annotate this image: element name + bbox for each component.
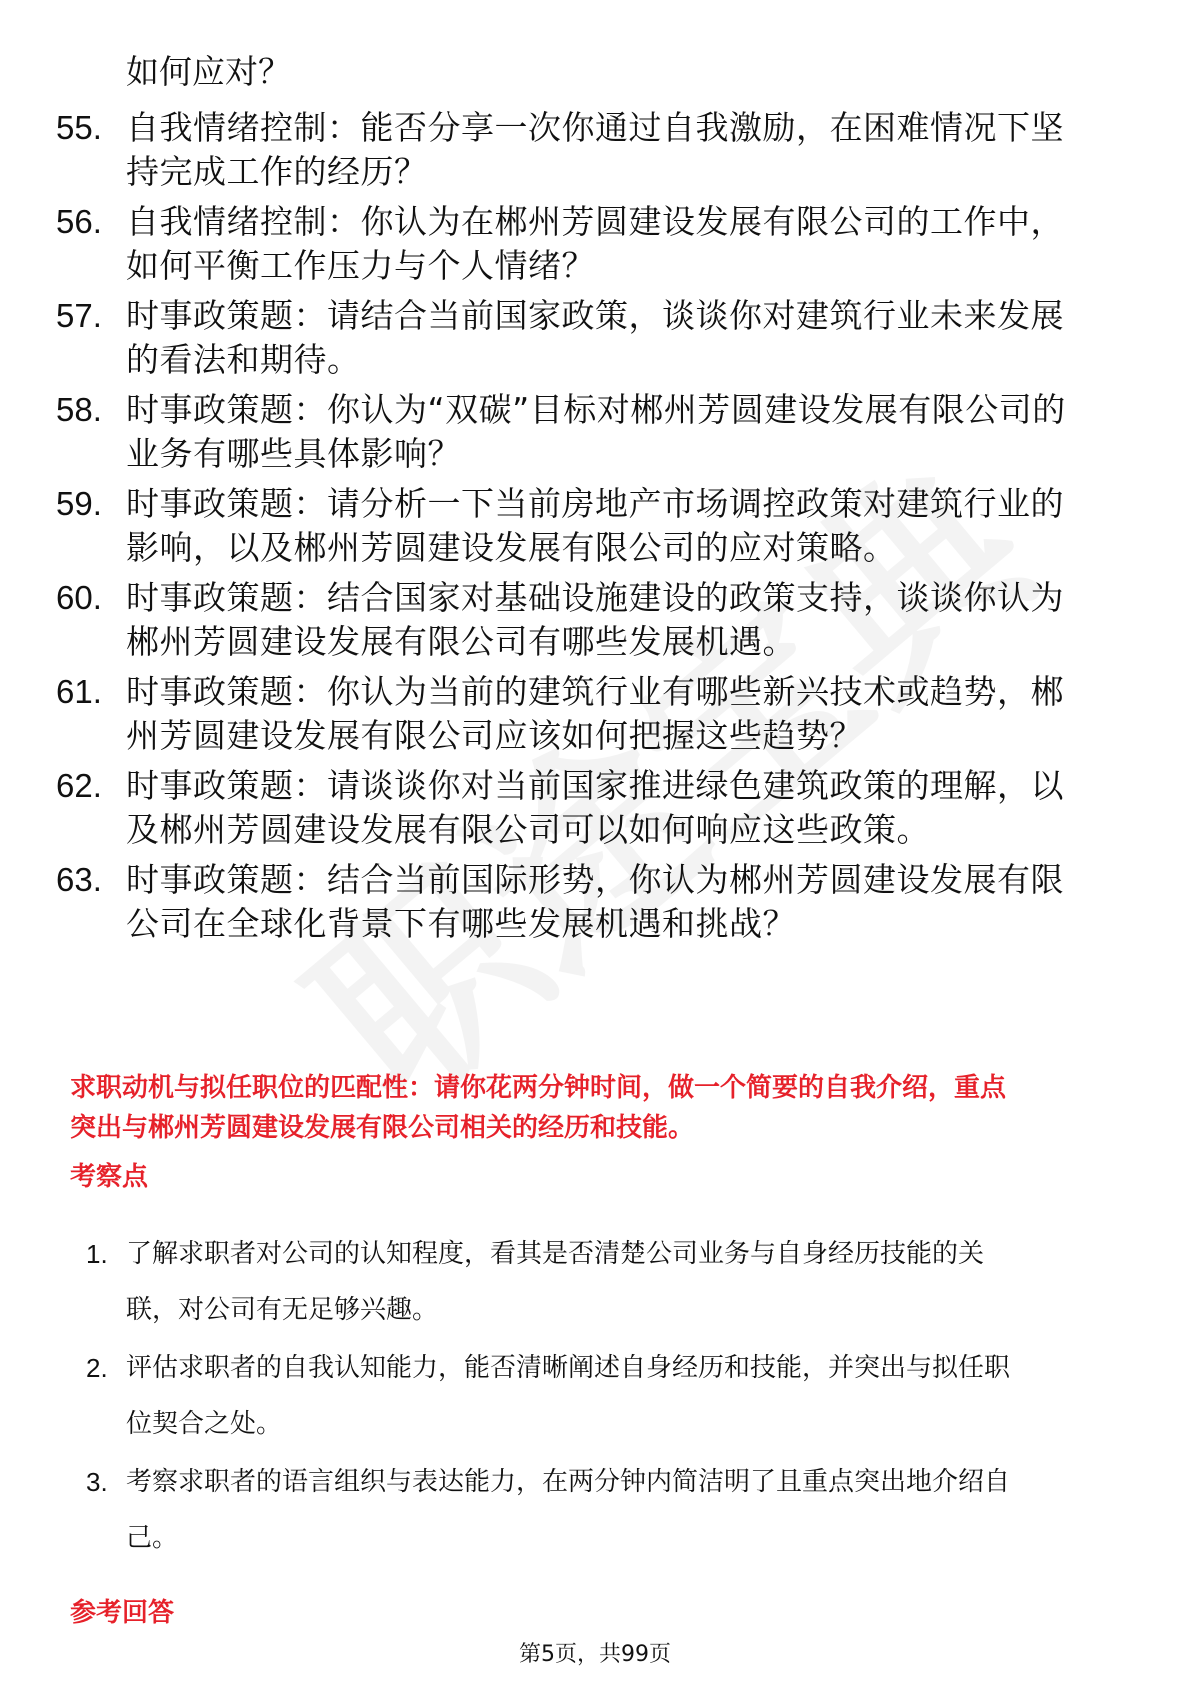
question-text: 自我情绪控制：你认为在郴州芳圆建设发展有限公司的工作中， 如何平衡工作压力与个人情绪？ [126, 202, 1064, 285]
point-number: 1. [86, 1239, 108, 1269]
highlight-question: 求职动机与拟任职位的匹配性：请你花两分钟时间，做一个简要的自我介绍，重点 突出与郴州芳圆建设发展有限公司相关的经历和技能。 [70, 1073, 1007, 1143]
question-text: 时事政策题：结合当前国际形势，你认为郴州芳圆建设发展有限 公司在全球化背景下有哪些发展机遇和挑战？ [126, 860, 1064, 943]
question-number: 61. [56, 673, 102, 710]
question-text: 时事政策题：你认为“双碳”目标对郴州芳圆建设发展有限公司的 业务有哪些具体影响？ [126, 390, 1066, 473]
question-number: 58. [56, 391, 102, 428]
reference-answer-label: 参考回答 [70, 1598, 175, 1628]
question-number: 56. [56, 203, 102, 240]
question-number: 62. [56, 767, 102, 804]
question-text: 时事政策题：结合国家对基础设施建设的政策支持，谈谈你认为 郴州芳圆建设发展有限公司有哪些发展机遇。 [126, 578, 1064, 661]
question-text: 时事政策题：你认为当前的建筑行业有哪些新兴技术或趋势，郴 州芳圆建设发展有限公司应该如何把握这些趋势？ [126, 672, 1064, 755]
point-text: 评估求职者的自我认知能力，能否清晰阐述自身经历和技能，并突出与拟任职 位契合之处。 [126, 1353, 1011, 1439]
point-number: 3. [86, 1467, 108, 1497]
question-number: 55. [56, 109, 102, 146]
question-number: 63. [56, 861, 102, 898]
question-number: 60. [56, 579, 102, 616]
assessment-label: 考察点 [70, 1162, 149, 1192]
point-number: 2. [86, 1353, 108, 1383]
page-footer: 第5页，共99页 [519, 1642, 671, 1667]
question-text: 时事政策题：请结合当前国家政策，谈谈你对建筑行业未来发展 的看法和期待。 [126, 296, 1064, 379]
point-text: 了解求职者对公司的认知程度，看其是否清楚公司业务与自身经历技能的关 联，对公司有无足够兴趣。 [126, 1239, 985, 1325]
question-text: 自我情绪控制：能否分享一次你通过自我激励，在困难情况下坚 持完成工作的经历？ [126, 108, 1064, 191]
question-number: 59. [56, 485, 102, 522]
question-text: 时事政策题：请分析一下当前房地产市场调控政策对建筑行业的 影响，以及郴州芳圆建设发展有限公司的应对策略。 [126, 484, 1064, 567]
question-number: 57. [56, 297, 102, 334]
question-text: 时事政策题：请谈谈你对当前国家推进绿色建筑政策的理解，以 及郴州芳圆建设发展有限公司可以如何响应这些政策。 [126, 766, 1064, 849]
question-continuation: 如何应对？ [126, 52, 291, 91]
point-text: 考察求职者的语言组织与表达能力，在两分钟内简洁明了且重点突出地介绍自 己。 [126, 1467, 1011, 1553]
